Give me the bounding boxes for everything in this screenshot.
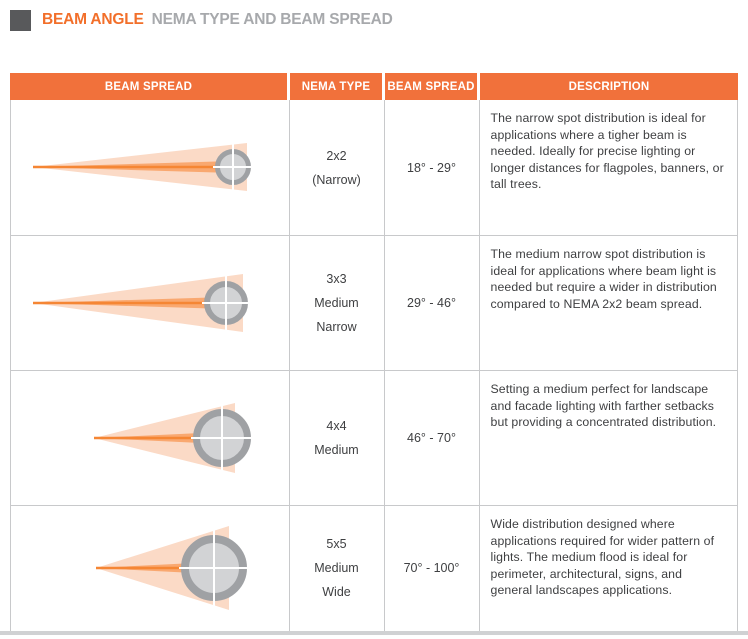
description-cell: Wide distribution designed where applications required for wider pattern of lights. The medium flood is ideal for perimeter, architectural, signs, and general landscapes applications.: [490, 517, 715, 597]
column-header-beam-spread: BEAM SPREAD: [385, 73, 480, 100]
table-row: [11, 100, 737, 235]
nema-type-label: Medium: [314, 443, 359, 457]
section-header: [10, 8, 738, 32]
beam-spread-cell: [385, 100, 480, 235]
beam-spread-value: 46° - 70°: [407, 431, 456, 445]
section-marker-icon: [10, 10, 31, 31]
table-body: [10, 100, 738, 632]
nema-type-label: Medium: [314, 296, 359, 310]
table-row: [11, 505, 737, 631]
table-row: [11, 370, 737, 505]
nema-type-label: Narrow: [316, 320, 357, 334]
nema-type-cell: [290, 371, 385, 505]
medium-beam-diagram: [11, 371, 289, 505]
beam-spread-value: 70° - 100°: [403, 561, 460, 576]
nema-type-value: 3x3: [326, 272, 347, 286]
table-row: [11, 235, 737, 370]
nema-type-label: Wide: [322, 585, 351, 600]
nema-type-value: 4x4: [326, 419, 347, 433]
beam-spread-value: 18° - 29°: [407, 160, 456, 175]
page-title-primary: BEAM ANGLE: [42, 11, 144, 28]
nema-type-cell: [290, 506, 385, 631]
bottom-bar: [0, 631, 748, 635]
beam-spread-value: 29° - 46°: [407, 296, 456, 310]
page-title-secondary: NEMA TYPE AND BEAM SPREAD: [151, 11, 393, 28]
medium-wide-beam-diagram: [11, 506, 289, 631]
nema-type-cell: [290, 236, 385, 370]
nema-type-label: (Narrow): [312, 172, 361, 187]
beam-spread-cell: [385, 371, 480, 505]
table-header-row: [10, 73, 738, 100]
beam-spread-cell: [385, 506, 480, 631]
nema-type-cell: [290, 100, 385, 235]
nema-type-value: 2x2: [326, 148, 347, 163]
column-header-beam-spread-diagram: BEAM SPREAD: [10, 73, 290, 100]
page-title: [42, 11, 393, 29]
beam-angle-table: [10, 73, 738, 632]
beam-diagram-cell: [11, 371, 290, 505]
beam-diagram-cell: [11, 506, 290, 631]
description-cell: The medium narrow spot distribution is ideal for applications where beam light is needed but require a wider in distribution compared to NEMA 2x2 beam spread.: [490, 247, 717, 311]
medium-narrow-beam-diagram: [11, 236, 289, 370]
narrow-beam-diagram: [11, 100, 289, 235]
column-header-description: DESCRIPTION: [480, 73, 738, 100]
description-cell: The narrow spot distribution is ideal for applications where a tigher beam is needed. Ideally for precise lighting or longer distances for flagpoles, banners, or tall trees.: [490, 111, 724, 191]
beam-spread-cell: [385, 236, 480, 370]
nema-type-value: 5x5: [326, 537, 347, 552]
column-header-nema-type: NEMA TYPE: [290, 73, 385, 100]
description-cell: Setting a medium perfect for landscape and facade lighting with farther setbacks but providing a concentrated distribution.: [490, 382, 717, 429]
beam-diagram-cell: [11, 236, 290, 370]
nema-type-label: Medium: [314, 561, 359, 576]
beam-diagram-cell: [11, 100, 290, 235]
